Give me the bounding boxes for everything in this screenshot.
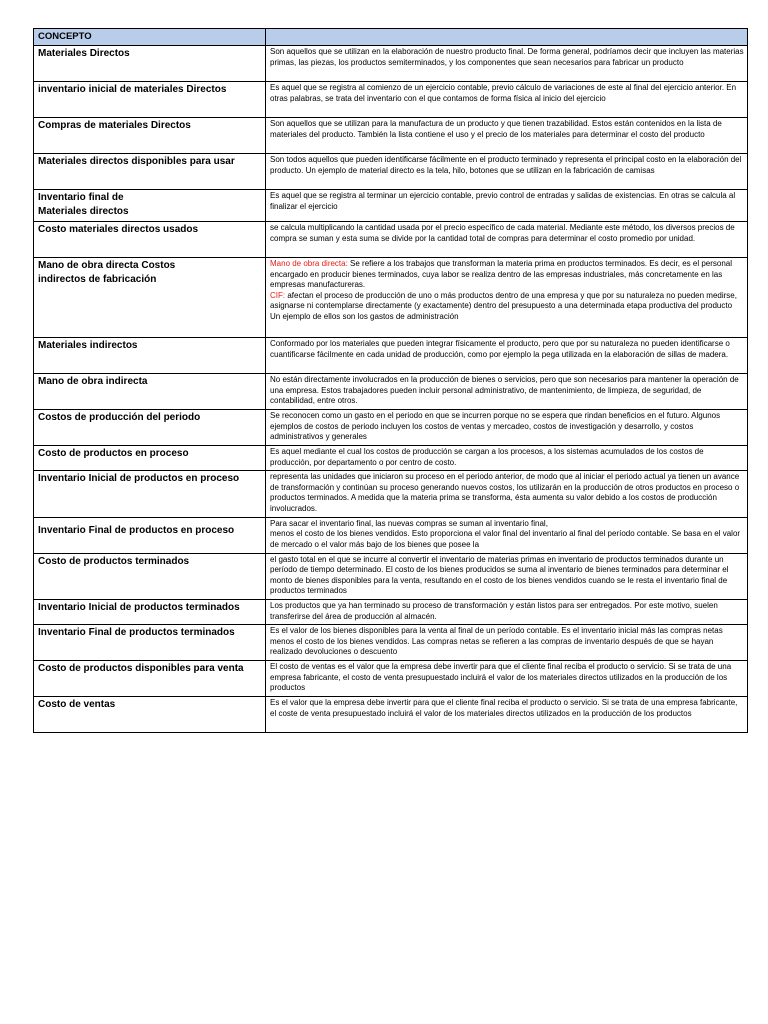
term-line: Inventario final de [38,192,124,203]
term-cell: Materiales Directos [34,46,266,82]
term-cell: Costo de productos terminados [34,553,266,599]
header-concept-cell: CONCEPTO [34,29,266,46]
definition-cell: el gasto total en el que se incurre al convertir el inventario de materias primas en inventario de productos terminados durante un período de tiempo determinado. El costo de los bienes producidos se suma al inventario de bienes terminados para determinar el monto de bienes disponibles para la venta, resultando en el costo de los bienes vendidos cuando se le resta el inventario final de productos terminados [266,553,748,599]
definition-cell [266,258,748,338]
term-cell: Materiales indirectos [34,338,266,374]
header-definition-cell [266,29,748,46]
term-cell: Compras de materiales Directos [34,118,266,154]
definition-cell: Es aquel que se registra al terminar un ejercicio contable, previo control de entradas y salidas de existencias. En otras se calcula al finalizar el ejercicio [266,190,748,222]
term-line: Materiales directos [38,206,129,217]
definition-cell: Son aquellos que se utilizan en la elaboración de nuestro producto final. De forma general, podríamos decir que incluyen las materias primas, las piezas, los productos semiterminados, y los componentes que sean necesarios para fabricar un producto [266,46,748,82]
table-row [34,697,748,733]
table-row [34,517,748,553]
term-cell: Costo de ventas [34,697,266,733]
term-line: indirectos de fabricación [38,274,157,285]
term-cell: Costo de productos en proceso [34,446,266,471]
definition-cell: Es el valor de los bienes disponibles para la venta al final de un período contable. Es el inventario inicial más las compras netas menos el costo de los bienes vendidos. Las compras netas se refieren a las compras de inventario después de que se hayan realizado devoluciones o descuento [266,625,748,661]
example-text: Un ejemplo de ellos son los gastos de administración [270,311,459,321]
definition-cell: se calcula multiplicando la cantidad usada por el precio específico de cada material. Mediante este método, los diversos precios de compra se suman y esta suma se divide por la cantidad total de compras para determinar el costo promedio por unidad. [266,222,748,258]
term-cell: Mano de obra indirecta [34,374,266,410]
table-row [34,599,748,624]
table-row [34,82,748,118]
table-row [34,661,748,697]
definition-cell: Son aquellos que se utilizan para la manufactura de un producto y que tienen trazabilidad. Estos están contenidos en la lista de materiales del producto. También la lista contiene el uso y el precio de los materiales para determinar el costo del producto [266,118,748,154]
term-cell: Materiales directos disponibles para usar [34,154,266,190]
table-row [34,222,748,258]
definition-cell: Los productos que ya han terminado su proceso de transformación y están listos para ser entregados. Por este motivo, suelen transferirse del área de producción al almacén. [266,599,748,624]
definition-cell: Es el valor que la empresa debe invertir para que el cliente final reciba el producto o servicio. Si se trata de una empresa fabricante, el coste de venta presupuestado incluirá el valor de los materiales directos utilizados en la producción de los productos [266,697,748,733]
term-cell: Costo materiales directos usados [34,222,266,258]
cif-text: afectan el proceso de producción de uno o más productos dentro de una empresa y que por su naturaleza no pueden medirse, asignarse ni contemplarse directamente (y exactamente) dentro del presupuesto a una determinada etapa productiva del producto [270,290,737,311]
table-row [34,154,748,190]
mano-obra-text: Se refiere a los trabajos que transforman la materia prima en productos terminados. Es decir, es el personal encargado en producir bienes terminados, cuya labor se realiza dentro de las empresas industriales, más concretamente en las empresas manufactureras. [270,259,733,290]
term-cell: Inventario Final de productos en proceso [34,517,266,553]
table-row [34,446,748,471]
definition-cell: Conformado por los materiales que pueden integrar físicamente el producto, pero que por su naturaleza no pueden identificarse o cuantificarse fácilmente en cada unidad de producción, como por ejemplo la pega utilizada en la elaboración de sillas de madera. [266,338,748,374]
term-cell: Inventario Inicial de productos en proceso [34,471,266,517]
table-row [34,471,748,517]
term-cell: Costos de producción del periodo [34,410,266,446]
cif-label: CIF: [270,290,286,300]
definition-cell: Es aquel mediante el cual los costos de producción se cargan a los procesos, a los sistemas acumulados de los costos de producción, por departamento o por centro de costo. [266,446,748,471]
definition-cell: Son todos aquellos que pueden identificarse fácilmente en el producto terminado y representa el principal costo en la elaboración del producto. Un ejemplo de material directo es la tela, hilo, botones que se utilizan en la fabricación de camisas [266,154,748,190]
table-row [34,625,748,661]
term-cell: Costo de productos disponibles para venta [34,661,266,697]
definition-cell [266,517,748,553]
definition-cell: El costo de ventas es el valor que la empresa debe invertir para que el cliente final reciba el producto o servicio. Si se trata de una empresa fabricante, el costo de venta presupuestado incluirá el valor de los materiales directos utilizados en la producción de los productos [266,661,748,697]
term-cell: Inventario Final de productos terminados [34,625,266,661]
definition-cell: Se reconocen como un gasto en el periodo en que se incurren porque no se espera que rindan beneficios en el futuro. Algunos ejemplos de costos de periodo incluyen los costos de ventas y mercadeo, costos de investigación y desarrollo, y costos administrativos y generales [266,410,748,446]
table-row [34,410,748,446]
table-row [34,338,748,374]
term-cell [34,258,266,338]
table-header-row [34,29,748,46]
term-cell: Inventario Inicial de productos terminados [34,599,266,624]
definition-cell: Es aquel que se registra al comienzo de un ejercicio contable, previo cálculo de variaciones de este al final del ejercicio anterior. En otras palabras, se trata del inventario con el que contamos de forma física al inicio del ejercicio [266,82,748,118]
table-row [34,258,748,338]
table-row [34,374,748,410]
table-row [34,46,748,82]
term-cell [34,190,266,222]
definition-cell: representa las unidades que iniciaron su proceso en el periodo anterior, de modo que al iniciar el periodo actual ya tienen un avance de transformación y continúan su proceso generando nuevos costos, los utilizarán en la producción de otros productos en proceso o productos terminados. A medida que la materia prima se transforma, ésta aumenta su valor debido a los costos de producción involucrados. [266,471,748,517]
definition-cell: No están directamente involucrados en la producción de bienes o servicios, pero que son necesarios para mantener la operación de una empresa. Estos trabajadores pueden incluir personal administrativo, de mantenimiento, de limpieza, de seguridad, de contabilidad, entre otros. [266,374,748,410]
mano-obra-label: Mano de obra directa: [270,259,348,268]
definition-line: menos el costo de los bienes vendidos. Esto proporciona el valor final del inventario al final del período contable. Se basa en el valor de mercado o el valor más bajo de los bienes que posee la [270,529,741,549]
table-row [34,118,748,154]
term-line: Mano de obra directa Costos [38,260,176,271]
definition-line: Para sacar el inventario final, las nuevas compras se suman al inventario final, [270,518,548,528]
table-row [34,553,748,599]
table-row [34,190,748,222]
term-cell: inventario inicial de materiales Directos [34,82,266,118]
concepts-table [33,28,748,733]
